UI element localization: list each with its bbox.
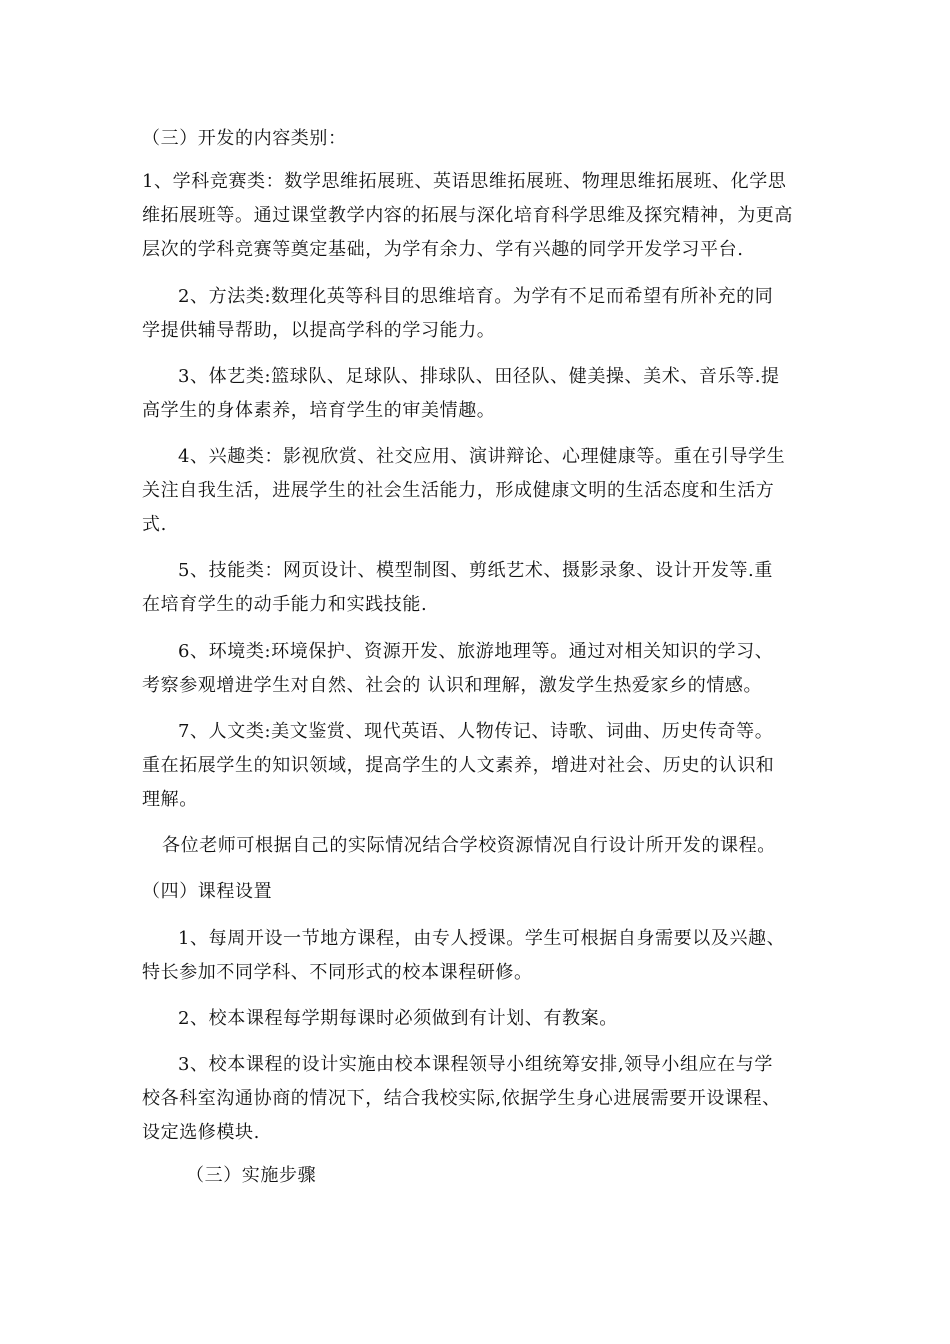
paragraph-line: 1、每周开设一节地方课程，由专人授课。学生可根据自身需要以及兴趣、	[178, 928, 786, 949]
section-heading-content-categories: （三）开发的内容类别：	[142, 128, 347, 149]
paragraph-line: 理解。	[142, 789, 198, 810]
paragraph-line: 2、校本课程每学期每课时必须做到有计划、有教案。	[178, 1008, 618, 1029]
section-heading-course-settings: （四）课程设置	[142, 881, 273, 902]
paragraph-line: 层次的学科竞赛等奠定基础，为学有余力、学有兴趣的同学开发学习平台.	[142, 239, 744, 260]
paragraph-line: 各位老师可根据自己的实际情况结合学校资源情况自行设计所开发的课程。	[162, 835, 776, 856]
paragraph-line: 1、学科竞赛类：数学思维拓展班、英语思维拓展班、物理思维拓展班、化学思	[142, 171, 787, 192]
paragraph-line: 4、兴趣类：影视欣赏、社交应用、演讲辩论、心理健康等。重在引导学生	[178, 446, 786, 467]
paragraph-line: 特长参加不同学科、不同形式的校本课程研修。	[142, 962, 533, 983]
paragraph-line: 考察参观增进学生对自然、社会的 认识和理解，激发学生热爱家乡的情感。	[142, 675, 763, 696]
paragraph-line: 7、人文类:美文鉴赏、现代英语、人物传记、诗歌、词曲、历史传奇等。	[178, 721, 774, 742]
paragraph-line: 式.	[142, 514, 167, 535]
section-heading-implementation-steps: （三）实施步骤	[186, 1165, 317, 1186]
paragraph-line: 2、方法类:数理化英等科目的思维培育。为学有不足而希望有所补充的同	[178, 286, 774, 307]
paragraph-line: 设定选修模块.	[142, 1122, 260, 1143]
paragraph-line: 校各科室沟通协商的情况下，结合我校实际,依据学生身心进展需要开设课程、	[142, 1088, 781, 1109]
paragraph-line: 维拓展班等。通过课堂教学内容的拓展与深化培育科学思维及探究精神，为更高	[142, 205, 793, 226]
paragraph-line: 6、环境类:环境保护、资源开发、旅游地理等。通过对相关知识的学习、	[178, 641, 774, 662]
paragraph-line: 5、技能类：网页设计、模型制图、剪纸艺术、摄影录象、设计开发等.重	[178, 560, 773, 581]
paragraph-line: 在培育学生的动手能力和实践技能.	[142, 594, 428, 615]
paragraph-line: 重在拓展学生的知识领域，提高学生的人文素养，增进对社会、历史的认识和	[142, 755, 775, 776]
paragraph-line: 学提供辅导帮助，以提高学科的学习能力。	[142, 320, 496, 341]
paragraph-line: 3、校本课程的设计实施由校本课程领导小组统筹安排,领导小组应在与学	[178, 1054, 773, 1075]
paragraph-line: 高学生的身体素养，培育学生的审美情趣。	[142, 400, 496, 421]
paragraph-line: 关注自我生活，进展学生的社会生活能力，形成健康文明的生活态度和生活方	[142, 480, 775, 501]
paragraph-line: 3、体艺类:篮球队、足球队、排球队、田径队、健美操、美术、音乐等.提	[178, 366, 780, 387]
